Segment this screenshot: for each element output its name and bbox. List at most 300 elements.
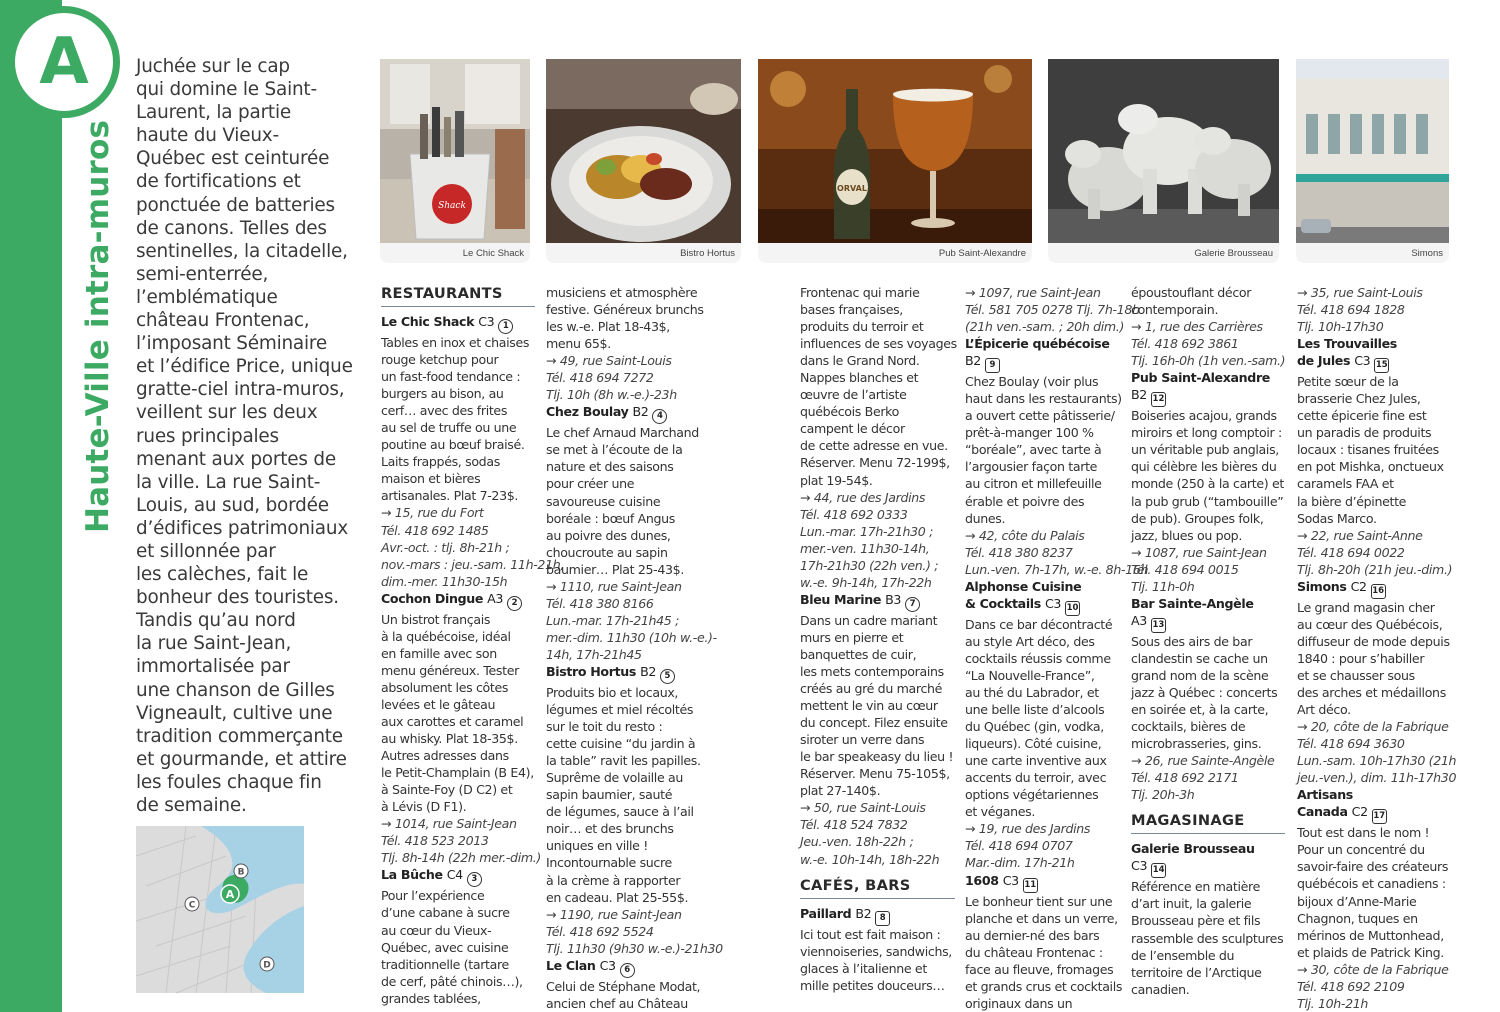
venue-practical-info: Tél. 418 694 3630 bbox=[1297, 736, 1405, 752]
venue-name-text: Chez Boulay bbox=[546, 404, 629, 420]
intro-line: tradition commerçante bbox=[136, 725, 343, 747]
venue-description: au dernier-né des bars bbox=[965, 927, 1100, 943]
venue-description: québécois et canadiens : bbox=[1297, 876, 1446, 892]
venue-description: au poivre des dunes, bbox=[546, 527, 671, 543]
venue-description: au cœur du Vieux- bbox=[381, 922, 492, 938]
venue-description: Chagnon, tuques en bbox=[1297, 910, 1418, 926]
venue-description: cette cuisine “du jardin à bbox=[546, 736, 696, 752]
venue-name bbox=[1297, 803, 1457, 824]
venue-description: dunes. bbox=[965, 510, 1006, 526]
venue-description: d’art inuit, la galerie bbox=[1131, 896, 1252, 912]
venue-description: cocktails réussis comme bbox=[965, 650, 1111, 666]
fork-knife-icon: 2 bbox=[507, 596, 522, 611]
intro-line: de fortifications et bbox=[136, 171, 301, 193]
venue-name bbox=[1297, 578, 1457, 599]
grid-reference: C2 bbox=[1351, 804, 1368, 820]
venue-description: Chez Boulay (voir plus bbox=[965, 374, 1099, 390]
venue-name-text: Simons bbox=[1297, 578, 1347, 594]
intro-line: de semaine. bbox=[136, 795, 247, 816]
venue-name bbox=[965, 872, 1123, 893]
venue-description: d’une cabane à sucre bbox=[381, 905, 510, 921]
venue-description: artisanales. Plat 7-23$. bbox=[381, 488, 519, 504]
venue-description: levées et le gâteau bbox=[381, 696, 496, 712]
venue-description: originaux dans un bbox=[965, 995, 1073, 1011]
photo-pub-saint-alexandre bbox=[758, 59, 1032, 263]
venue-name-text: Le Chic Shack bbox=[381, 314, 475, 329]
venue-description: Incontournable sucre bbox=[546, 855, 672, 871]
venue-description: “boréale”, avec tarte à bbox=[965, 442, 1102, 458]
venue-description: au sel de truffe ou une bbox=[381, 420, 517, 436]
bag-icon: 17 bbox=[1372, 809, 1387, 824]
venue-practical-info: Tlj. 16h-0h (1h ven.-sam.) bbox=[1131, 353, 1286, 369]
column-6 bbox=[1297, 284, 1457, 1012]
venue-name bbox=[546, 403, 706, 424]
venue-practical-info: → 50, rue Saint-Louis bbox=[800, 800, 926, 816]
venue-description: le Petit-Champlain (B E4), bbox=[381, 765, 534, 781]
dish-photo bbox=[546, 59, 741, 243]
map-marker-c: C bbox=[188, 900, 196, 911]
grid-reference: B2 bbox=[1131, 387, 1147, 403]
venue-practical-info: Tél. 418 694 0015 bbox=[1131, 561, 1239, 577]
intro-line: château Frontenac, bbox=[136, 310, 310, 332]
map-marker-a: A bbox=[225, 888, 235, 901]
column-2 bbox=[546, 284, 723, 1012]
venue-description: à Sainte-Foy (D C2) et bbox=[381, 782, 513, 798]
section-color-band bbox=[0, 0, 62, 1012]
venue-description: une belle liste d’alcools bbox=[965, 702, 1105, 718]
venue-description: Boiseries acajou, grands bbox=[1131, 408, 1277, 424]
venue-description: face au fleuve, fromages bbox=[965, 961, 1114, 977]
venue-description: Référence en matière bbox=[1131, 879, 1260, 895]
venue-description: Celui de Stéphane Modat, bbox=[546, 978, 701, 994]
venue-practical-info: → 44, rue des Jardins bbox=[800, 489, 926, 505]
venue-description: contemporain. bbox=[1131, 302, 1219, 318]
venue-description: traditionnelle (tartare bbox=[381, 956, 509, 972]
cup-icon: 9 bbox=[985, 358, 1000, 373]
venue-description: québécois Berko bbox=[800, 404, 900, 420]
venue-description: les mets contemporains bbox=[800, 663, 944, 679]
intro-line: Vigneault, cultive une bbox=[136, 702, 333, 724]
intro-line: de canons. Telles des bbox=[136, 217, 327, 239]
venue-description: rassemble des sculptures bbox=[1131, 930, 1284, 946]
intro-line: semi-enterrée, bbox=[136, 263, 269, 285]
venue-name bbox=[1131, 369, 1285, 386]
venue-description: planche et dans un verre, bbox=[965, 910, 1118, 926]
grid-reference: B2 bbox=[640, 663, 657, 679]
grid-reference: A3 bbox=[487, 590, 504, 606]
venue-description: bases françaises, bbox=[800, 302, 903, 318]
venue-practical-info: → 1110, rue Saint-Jean bbox=[546, 578, 682, 594]
photo-bistro-hortus bbox=[546, 59, 741, 263]
venue-practical-info: Tlj. 20h-3h bbox=[1131, 787, 1195, 803]
venue-description: œuvre de l’artiste bbox=[800, 387, 907, 403]
venue-description: Sodas Marco. bbox=[1297, 510, 1377, 526]
venue-description: de légumes, sauce à l’ail bbox=[546, 804, 694, 820]
venue-description: et véganes. bbox=[965, 804, 1036, 820]
venue-description: Le grand magasin cher bbox=[1297, 599, 1435, 615]
intro-line: bonheur des touristes. bbox=[136, 587, 339, 609]
venue-description: Un bistrot français bbox=[381, 611, 491, 627]
venue-name-text: Bar Sainte-Angèle bbox=[1131, 595, 1254, 611]
venue-description: savoureuse cuisine bbox=[546, 493, 661, 509]
venue-practical-info: Mar.-dim. 17h-21h bbox=[965, 855, 1075, 871]
intro-line: Québec est ceinturée bbox=[136, 148, 330, 170]
venue-practical-info: jeu.-ven.), dim. 11h-17h30 bbox=[1297, 770, 1457, 786]
venue-description: mettent le vin au cœur bbox=[800, 698, 938, 714]
section-spacer bbox=[1131, 803, 1285, 811]
venue-description: miroirs et long comptoir : bbox=[1131, 425, 1282, 441]
venue-description: jazz, blues ou pop. bbox=[1131, 527, 1242, 543]
venue-practical-info: → 1190, rue Saint-Jean bbox=[546, 906, 682, 922]
grid-reference: B3 bbox=[885, 591, 902, 607]
venue-practical-info: → 22, rue Saint-Anne bbox=[1297, 527, 1423, 543]
venue-description: une carte inventive aux bbox=[965, 753, 1107, 769]
intro-line: rues principales bbox=[136, 425, 279, 447]
venue-description: poutine au bœuf braisé. bbox=[381, 437, 525, 453]
venue-name bbox=[1131, 386, 1285, 407]
beer-photo bbox=[758, 59, 1032, 243]
venue-practical-info: Tél. 418 692 2109 bbox=[1297, 978, 1405, 994]
venue-practical-info: Jeu.-ven. 18h-22h ; bbox=[800, 834, 914, 850]
venue-practical-info: w.-e. 9h-14h, 17h-22h bbox=[800, 574, 932, 590]
venue-description: Tables en inox et chaises bbox=[381, 335, 530, 350]
intro-line: Louis, au sud, bordée bbox=[136, 494, 329, 516]
venue-name-text: L’Épicerie québécoise bbox=[965, 336, 1110, 352]
grid-reference: B2 bbox=[632, 404, 649, 420]
venue-practical-info: → 1087, rue Saint-Jean bbox=[1131, 544, 1267, 560]
venue-name-text: La Bûche bbox=[381, 867, 443, 883]
venue-name-text: Cochon Dingue bbox=[381, 590, 484, 606]
venue-description: Réserver. Menu 75-105$, bbox=[800, 766, 950, 782]
venue-practical-info: → 19, rue des Jardins bbox=[965, 821, 1091, 837]
venue-description: Réserver. Menu 72-199$, bbox=[800, 455, 950, 471]
district-map bbox=[136, 826, 304, 993]
venue-practical-info: Tél. 418 692 0333 bbox=[800, 506, 908, 522]
venue-name bbox=[381, 590, 535, 611]
grid-reference: C3 bbox=[1354, 353, 1371, 369]
venue-description: au thé du Labrador, et bbox=[965, 684, 1099, 700]
venue-description: en soirée et, à la carte, bbox=[1131, 702, 1269, 718]
intro-line: sentinelles, la citadelle, bbox=[136, 240, 348, 262]
venue-practical-info: Tlj. 8h-20h (21h jeu.-dim.) bbox=[1297, 561, 1453, 577]
venue-description: musiciens et atmosphère bbox=[546, 285, 698, 300]
venue-name-text: Bleu Marine bbox=[800, 591, 882, 607]
venue-name bbox=[1131, 857, 1285, 878]
venue-description: Le chef Arnaud Marchand bbox=[546, 425, 699, 441]
venue-description: la bière d’épinette bbox=[1297, 493, 1407, 509]
venue-description: a ouvert cette pâtisserie/ bbox=[965, 408, 1115, 424]
venue-description: savoir-faire des créateurs bbox=[1297, 859, 1449, 875]
photo-galerie-brousseau bbox=[1048, 59, 1279, 263]
venue-description: Laits frappés, sodas bbox=[381, 454, 500, 470]
grid-reference: C2 bbox=[1350, 578, 1367, 594]
intro-paragraph bbox=[136, 55, 358, 817]
venue-description: maison et bières bbox=[381, 471, 481, 487]
venue-description: cocktails, bières de bbox=[1131, 719, 1246, 735]
venue-name-text: Le Clan bbox=[546, 957, 596, 973]
venue-description: Tout est dans le nom ! bbox=[1297, 825, 1430, 841]
venue-description: en pot Mishka, onctueux bbox=[1297, 459, 1444, 475]
grid-reference: C3 bbox=[1131, 858, 1148, 874]
venue-description: Frontenac qui marie bbox=[800, 285, 920, 300]
venue-name bbox=[800, 591, 955, 612]
bag-icon: 16 bbox=[1371, 584, 1386, 599]
intro-line: les foules chaque fin bbox=[136, 771, 322, 793]
photo-caption: Simons bbox=[1411, 248, 1443, 259]
venue-practical-info: Tlj. 8h-14h (22h mer.-dim.) bbox=[381, 850, 541, 866]
intro-line: et sillonnée par bbox=[136, 540, 276, 562]
venue-description: clandestin se cache un bbox=[1131, 650, 1268, 666]
grid-reference: C3 bbox=[599, 957, 616, 973]
glass-icon: 11 bbox=[1023, 878, 1038, 893]
venue-description: les w.-e. Plat 18-43$, bbox=[546, 319, 670, 335]
venue-description: cerf… avec des frites bbox=[381, 403, 508, 419]
intro-line: la rue Saint-Jean, bbox=[136, 633, 292, 655]
venue-practical-info: Lun.-mar. 17h-21h45 ; bbox=[546, 612, 680, 628]
fork-knife-icon: 7 bbox=[905, 597, 920, 612]
venue-practical-info: Tél. 418 524 7832 bbox=[800, 817, 908, 833]
venue-name bbox=[546, 957, 706, 978]
venue-description: et grands crus et cocktails bbox=[965, 978, 1123, 994]
venue-name-text: Alphonse Cuisine bbox=[965, 578, 1082, 594]
venue-name-text: Pub Saint-Alexandre bbox=[1131, 370, 1271, 386]
venue-practical-info: nov.-mars : jeu.-sam. 11h-21h, bbox=[381, 556, 565, 572]
section-letter: A bbox=[39, 25, 89, 99]
intro-line: gratte-ciel intra-muros, bbox=[136, 379, 345, 401]
category-heading: CAFÉS, BARS bbox=[800, 876, 955, 899]
venue-practical-info: (21h ven.-sam. ; 20h dim.) bbox=[965, 319, 1125, 335]
section-spacer bbox=[800, 868, 955, 876]
venue-name bbox=[800, 905, 955, 926]
venue-practical-info: Tlj. 10h-17h30 bbox=[1297, 319, 1384, 335]
venue-description: Québec, avec cuisine bbox=[381, 939, 509, 955]
venue-description: au whisky. Plat 18-35$. bbox=[381, 731, 518, 747]
venue-description: Le bonheur tient sur une bbox=[965, 893, 1113, 909]
map-marker-b: B bbox=[237, 867, 245, 878]
venue-practical-info: Tél. 418 380 8166 bbox=[546, 595, 654, 611]
venue-description: du château Frontenac : bbox=[965, 944, 1103, 960]
intro-line: l’imposant Séminaire bbox=[136, 333, 327, 355]
photo-caption: Le Chic Shack bbox=[462, 248, 524, 259]
venue-description: dans le Grand Nord. bbox=[800, 353, 920, 369]
venue-description: époustouflant décor bbox=[1131, 285, 1252, 300]
venue-description: banquettes de cuir, bbox=[800, 646, 917, 662]
venue-description: uniques en ville ! bbox=[546, 838, 648, 854]
venue-name bbox=[381, 313, 535, 334]
venue-description: la pub grub (“tambouille” bbox=[1131, 493, 1284, 509]
venue-description: de cerf, pâté chinois…), bbox=[381, 973, 523, 989]
venue-practical-info: dim.-mer. 11h30-15h bbox=[381, 573, 508, 589]
photo-simons bbox=[1296, 59, 1449, 263]
venue-description: un fast-food tendance : bbox=[381, 369, 521, 385]
venue-description: 1840 : pour s’habiller bbox=[1297, 650, 1425, 666]
section-badge bbox=[8, 6, 120, 118]
venue-name-text: Galerie Brousseau bbox=[1131, 841, 1255, 857]
venue-description: l’argousier façon tarte bbox=[965, 459, 1098, 475]
venue-description: de cette adresse en vue. bbox=[800, 438, 948, 454]
venue-description: festive. Généreux brunchs bbox=[546, 302, 704, 318]
venue-description: monde (250 à la carte) et bbox=[1131, 476, 1284, 492]
venue-name bbox=[965, 578, 1123, 595]
venue-description: locaux : tisanes fruitées bbox=[1297, 442, 1439, 458]
glass-icon: 12 bbox=[1151, 392, 1166, 407]
photo-caption: Bistro Hortus bbox=[680, 248, 735, 259]
intro-line: ponctuée de batteries bbox=[136, 194, 335, 216]
venue-description: Dans un cadre mariant bbox=[800, 612, 938, 628]
intro-line: haute du Vieux- bbox=[136, 125, 279, 147]
intro-line: les calèches, fait le bbox=[136, 564, 309, 586]
venue-description: sur le toit du resto : bbox=[546, 719, 663, 735]
venue-practical-info: Lun.-ven. 7h-17h, w.-e. 8h-16h bbox=[965, 561, 1149, 577]
intro-line: l’emblématique bbox=[136, 286, 278, 308]
venue-description: Sous des airs de bar bbox=[1131, 633, 1253, 649]
venue-description: grand nom de la scène bbox=[1131, 667, 1269, 683]
venue-practical-info: → 1097, rue Saint-Jean bbox=[965, 285, 1101, 300]
venue-description: des arches et médaillons bbox=[1297, 684, 1446, 700]
venue-name bbox=[965, 352, 1123, 373]
venue-name bbox=[1297, 335, 1457, 352]
photo-caption: Galerie Brousseau bbox=[1194, 248, 1273, 259]
sculpture-photo bbox=[1048, 59, 1279, 243]
venue-description: burgers au bison, au bbox=[381, 386, 504, 402]
venue-description: Produits bio et locaux, bbox=[546, 684, 679, 700]
venue-practical-info: Tél. 418 694 0707 bbox=[965, 838, 1073, 854]
intro-line: Juchée sur le cap bbox=[136, 56, 290, 77]
venue-description: “La Nouvelle-France”, bbox=[965, 667, 1095, 683]
venue-name bbox=[381, 866, 535, 887]
venue-description: siroter un verre dans bbox=[800, 732, 925, 748]
grid-reference: A3 bbox=[1131, 612, 1147, 628]
venue-description: en cadeau. Plat 25-55$. bbox=[546, 889, 689, 905]
venue-name-text: de Jules bbox=[1297, 353, 1351, 369]
column-5 bbox=[1131, 284, 1285, 998]
venue-name bbox=[1297, 786, 1457, 803]
venue-description: se met à l’écoute de la bbox=[546, 442, 683, 458]
glass-icon: 13 bbox=[1151, 618, 1166, 633]
venue-description: options végétariennes bbox=[965, 787, 1099, 803]
venue-description: plat 27-140$. bbox=[800, 783, 881, 799]
glass-icon: 10 bbox=[1065, 601, 1080, 616]
venue-description: boréale : bœuf Angus bbox=[546, 510, 675, 526]
venue-description: absolument les côtes bbox=[381, 679, 509, 695]
venue-practical-info: → 30, côte de la Fabrique bbox=[1297, 961, 1449, 977]
venue-description: glaces à l’italienne et bbox=[800, 960, 927, 976]
venue-description: murs en pierre et bbox=[800, 629, 904, 645]
venue-description: à la québécoise, idéal bbox=[381, 628, 511, 644]
grid-reference: C4 bbox=[446, 867, 463, 883]
venue-practical-info: Tél. 418 694 0022 bbox=[1297, 544, 1405, 560]
venue-description: choucroute au sapin bbox=[546, 544, 668, 560]
column-3 bbox=[800, 284, 955, 994]
venue-description: érable et poivre des bbox=[965, 493, 1085, 509]
venue-practical-info: Tlj. 11h-0h bbox=[1131, 578, 1195, 594]
venue-name-text: Canada bbox=[1297, 804, 1348, 820]
venue-description: plat 19-54$. bbox=[800, 472, 873, 488]
venue-practical-info: w.-e. 10h-14h, 18h-22h bbox=[800, 851, 940, 867]
intro-line: menant aux portes de bbox=[136, 448, 336, 470]
photo-caption: Pub Saint-Alexandre bbox=[938, 248, 1026, 259]
venue-description: bijoux d’Anne-Marie bbox=[1297, 893, 1417, 909]
venue-practical-info: → 15, rue du Fort bbox=[381, 505, 484, 521]
venue-name bbox=[546, 663, 706, 684]
venue-practical-info: mer.-ven. 11h30-14h, bbox=[800, 540, 930, 556]
venue-description: de pub). Groupes folk, bbox=[1131, 510, 1264, 526]
venue-description: de l’ensemble du bbox=[1131, 947, 1235, 963]
venue-description: à Lévis (D F1). bbox=[381, 799, 467, 815]
district-map-icon bbox=[136, 826, 304, 993]
venue-description: Pour un concentré du bbox=[1297, 842, 1425, 858]
grid-reference: C3 bbox=[478, 314, 495, 329]
grid-reference: B2 bbox=[855, 905, 872, 921]
venue-description: menu 65$. bbox=[546, 336, 611, 352]
fork-knife-icon: 4 bbox=[652, 409, 667, 424]
venue-practical-info: Tél. 418 692 2171 bbox=[1131, 770, 1239, 786]
map-marker-d: D bbox=[263, 960, 271, 971]
column-1 bbox=[381, 284, 565, 1007]
venue-description: Suprême de volaille au bbox=[546, 770, 684, 786]
venue-description: prêt-à-manger 100 % bbox=[965, 425, 1094, 441]
venue-description: pour créer une bbox=[546, 476, 635, 492]
venue-description: Pour l’expérience bbox=[381, 888, 485, 904]
venue-practical-info: Tél. 418 694 7272 bbox=[546, 370, 654, 386]
venue-description: du concept. Filez ensuite bbox=[800, 715, 948, 731]
venue-description: ancien chef au Château bbox=[546, 995, 688, 1011]
venue-name bbox=[1131, 840, 1285, 857]
venue-description: un véritable pub anglais, bbox=[1131, 442, 1279, 458]
storefront-photo bbox=[1296, 59, 1449, 243]
venue-practical-info: Tél. 418 692 3861 bbox=[1131, 336, 1239, 352]
intro-line: Laurent, la partie bbox=[136, 102, 291, 124]
venue-description: à la crème à rapporter bbox=[546, 872, 681, 888]
venue-practical-info: Tél. 418 692 1485 bbox=[381, 522, 489, 538]
grid-reference: C3 bbox=[1044, 595, 1062, 611]
venue-name-text: Artisans bbox=[1297, 787, 1353, 803]
venue-practical-info: Lun.-mar. 17h-21h30 ; bbox=[800, 523, 934, 539]
venue-practical-info: Tél. 418 380 8237 bbox=[965, 544, 1073, 560]
fork-knife-icon: 3 bbox=[467, 872, 482, 887]
restaurant-photo bbox=[380, 59, 530, 243]
venue-description: Nappes blanches et bbox=[800, 370, 919, 386]
venue-practical-info: Tél. 581 705 0278 Tlj. 7h-18h bbox=[965, 302, 1140, 318]
grid-reference: B2 bbox=[965, 353, 981, 369]
venue-description: canadien. bbox=[1131, 981, 1190, 997]
venue-description: accents du terroir, avec bbox=[965, 770, 1107, 786]
venue-description: Petite sœur de la bbox=[1297, 374, 1399, 390]
venue-description: un paradis de produits bbox=[1297, 425, 1432, 441]
venue-description: diffuseur de mode depuis bbox=[1297, 633, 1450, 649]
venue-name-text: Bistro Hortus bbox=[546, 663, 637, 679]
venue-practical-info: Lun.-sam. 10h-17h30 (21h bbox=[1297, 753, 1457, 769]
venue-name bbox=[1297, 352, 1457, 373]
venue-description: noir… et des brunchs bbox=[546, 821, 674, 837]
venue-description: microbrasseries, gins. bbox=[1131, 736, 1262, 752]
venue-description: Dans ce bar décontracté bbox=[965, 616, 1113, 632]
venue-name bbox=[1131, 612, 1285, 633]
shack-sign: Shack bbox=[438, 201, 466, 211]
venue-description: la table” ravit les papilles. bbox=[546, 753, 701, 769]
venue-description: produits du terroir et bbox=[800, 319, 924, 335]
venue-practical-info: Tél. 418 523 2013 bbox=[381, 833, 489, 849]
intro-line: et l’édifice Price, unique bbox=[136, 356, 353, 378]
venue-description: viennoiseries, sandwichs, bbox=[800, 943, 952, 959]
intro-line: veillent sur les deux bbox=[136, 402, 318, 424]
venue-practical-info: mer.-dim. 11h30 (10h w.-e.)- bbox=[546, 629, 717, 645]
intro-line: et gourmande, et attire bbox=[136, 748, 347, 770]
venue-description: sapin baumier, sauté bbox=[546, 787, 673, 803]
venue-description: Autres adresses dans bbox=[381, 748, 509, 764]
venue-description: en famille avec son bbox=[381, 645, 497, 661]
venue-description: le bar speakeasy du lieu ! bbox=[800, 749, 954, 765]
